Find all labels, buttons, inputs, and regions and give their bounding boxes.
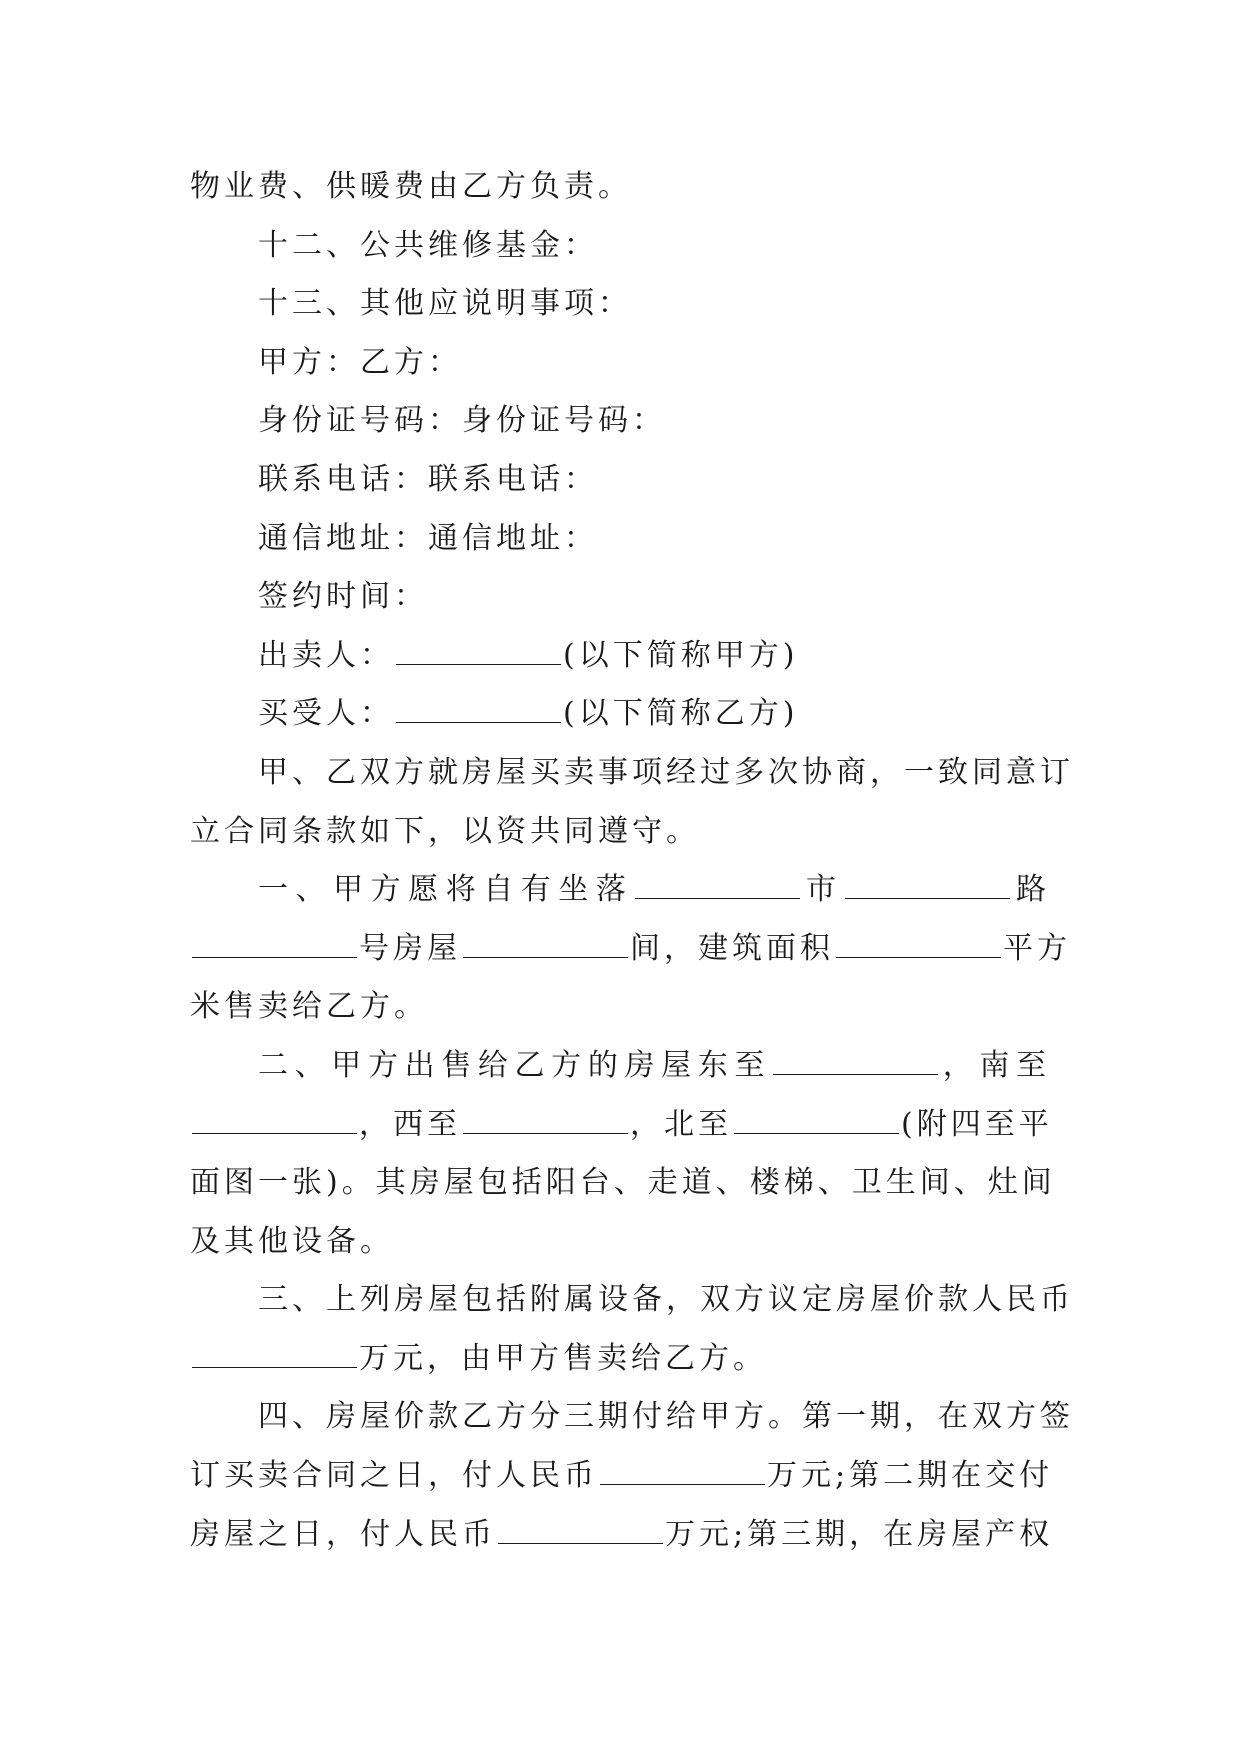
blank-first-payment <box>600 1458 765 1485</box>
clause-2-line-4: 及其他设备。 <box>190 1223 394 1259</box>
signing-time-line: 签约时间： <box>258 579 428 615</box>
seller-label: 出卖人： <box>258 637 394 673</box>
intro-line-1: 甲、乙双方就房屋买卖事项经过多次协商，一致同意订 <box>258 754 1074 790</box>
buyer-suffix: (以下简称乙方) <box>563 696 799 732</box>
clause-2-text-c: ，西至 <box>359 1106 461 1142</box>
blank-south <box>192 1107 357 1134</box>
clause-1-text-d: 号房屋 <box>359 930 461 966</box>
clause-3-line-2 <box>190 1330 1050 1389</box>
blank-price <box>192 1341 357 1368</box>
blank-north <box>734 1107 899 1134</box>
clause-1-line-3: 米售卖给乙方。 <box>190 989 428 1025</box>
seller-line <box>190 627 1050 686</box>
clause-3-line-1: 三、上列房屋包括附属设备，双方议定房屋价款人民币 <box>258 1282 1074 1318</box>
clause-4-text-d: 房屋之日，付人民币 <box>190 1516 496 1552</box>
buyer-line <box>190 685 1050 744</box>
paragraph-fees: 物业费、供暖费由乙方负责。 <box>190 169 632 204</box>
clause-2-text-a: 二、甲方出售给乙方的房屋东至 <box>258 1047 772 1083</box>
clause-1-text-a: 一、甲方愿将自有坐落 <box>258 872 634 908</box>
blank-location <box>635 872 800 899</box>
clause-3-text-b: 万元，由甲方售卖给乙方。 <box>359 1340 767 1376</box>
clause-4-line-2 <box>190 1447 1054 1506</box>
clause-4-text-b: 订买卖合同之日，付人民币 <box>190 1458 598 1494</box>
clause-4-line-1: 四、房屋价款乙方分三期付给甲方。第一期，在双方签 <box>258 1399 1074 1435</box>
blank-road <box>192 931 357 958</box>
clause-2-line-2 <box>190 1096 1053 1155</box>
seller-blank <box>396 638 561 665</box>
clause-1-line-2 <box>190 920 1071 979</box>
id-number-line: 身份证号码：身份证号码： <box>258 403 666 439</box>
clause-1-text-e: 间，建筑面积 <box>630 930 834 966</box>
seller-suffix: (以下简称甲方) <box>563 637 799 673</box>
clause-4-line-3 <box>190 1506 1054 1565</box>
clause-12-maintenance-fund: 十二、公共维修基金： <box>258 227 598 263</box>
clause-2-text-e: (附四至平 <box>901 1106 1053 1142</box>
clause-2-line-1 <box>190 1037 1050 1096</box>
clause-1-text-b: 市 <box>802 872 844 908</box>
blank-east <box>773 1048 938 1075</box>
clause-1-line-1 <box>190 861 1050 920</box>
blank-second-payment <box>498 1517 663 1544</box>
clause-2-text-b: ，南至 <box>940 1047 1051 1083</box>
parties-line: 甲方：乙方： <box>258 344 462 380</box>
clause-4-text-c: 万元;第二期在交付 <box>767 1458 1054 1494</box>
clause-1-text-f: 平方 <box>1003 930 1071 966</box>
address-line: 通信地址：通信地址： <box>258 520 598 556</box>
clause-1-text-c: 路 <box>1012 872 1051 908</box>
blank-west <box>463 1107 628 1134</box>
clause-2-line-3: 面图一张)。其房屋包括阳台、走道、楼梯、卫生间、灶间 <box>190 1165 1056 1201</box>
document-page <box>190 158 1074 1564</box>
buyer-label: 买受人： <box>258 696 394 732</box>
blank-city <box>845 872 1010 899</box>
intro-line-2: 立合同条款如下，以资共同遵守。 <box>190 813 700 849</box>
clause-4-text-e: 万元;第三期，在房屋产权 <box>665 1516 1054 1552</box>
blank-area <box>836 931 1001 958</box>
phone-line: 联系电话：联系电话： <box>258 461 598 497</box>
clause-13-other-matters: 十三、其他应说明事项： <box>258 286 632 322</box>
blank-house-number <box>463 931 628 958</box>
buyer-blank <box>396 696 561 723</box>
clause-2-text-d: ，北至 <box>630 1106 732 1142</box>
